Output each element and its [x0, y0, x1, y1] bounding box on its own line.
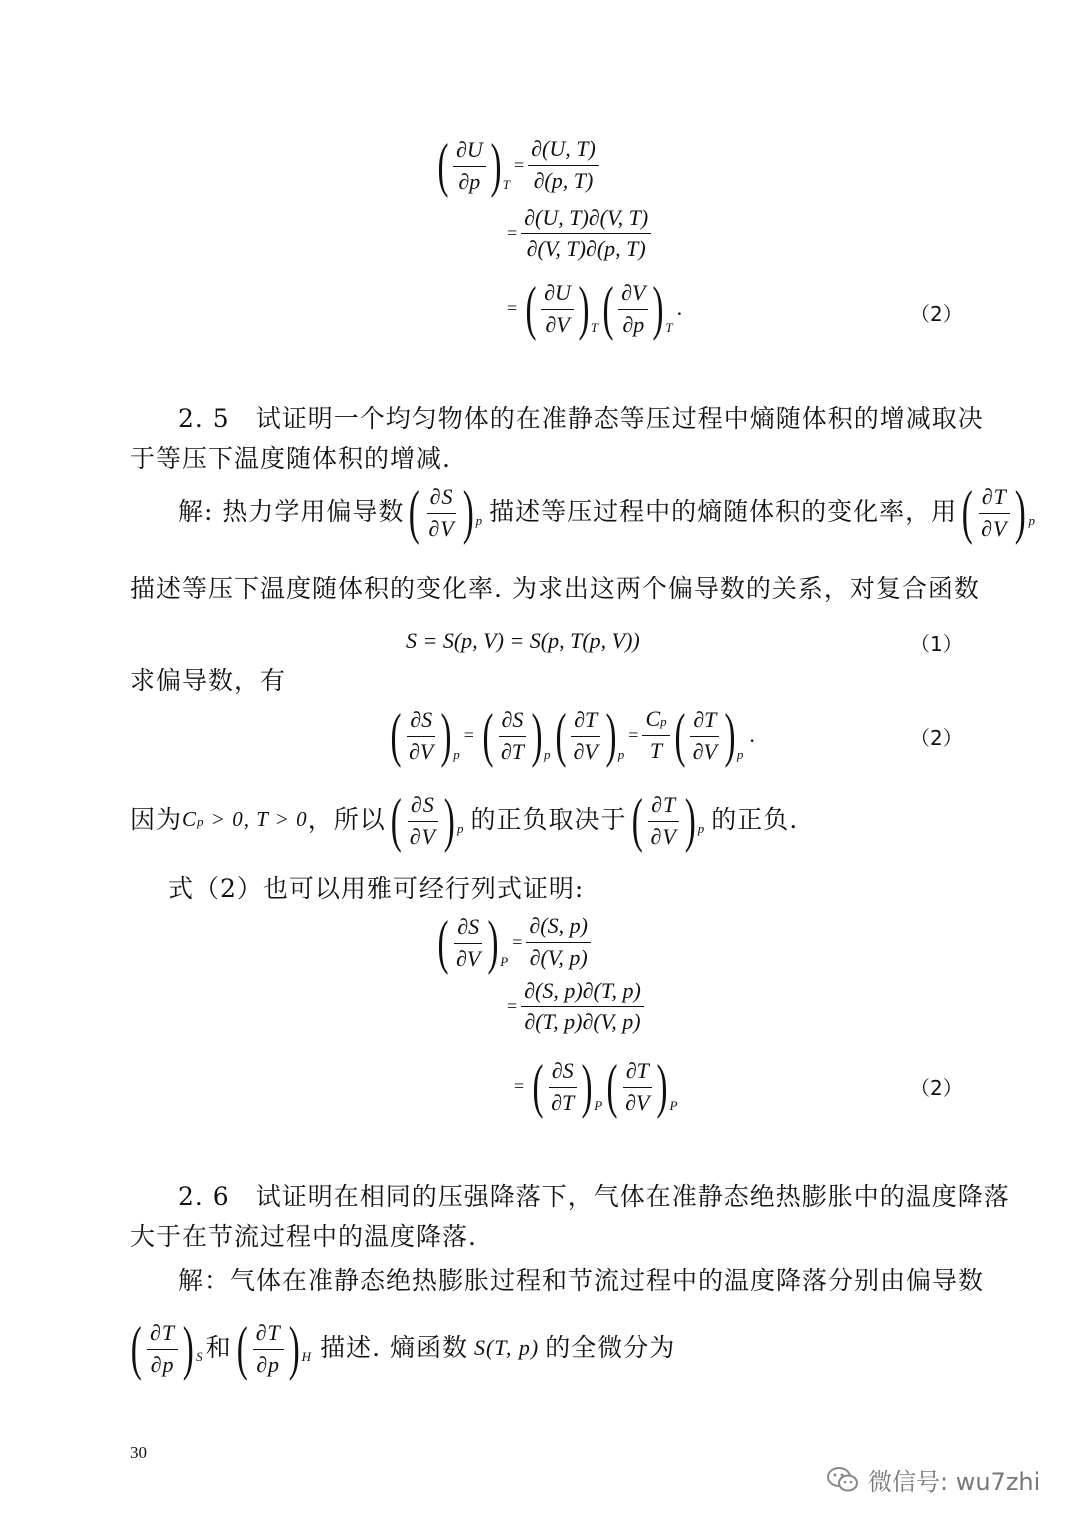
problem-statement: 2. 5 试证明一个均匀物体的在准静态等压过程中熵随体积的增减取决 [178, 404, 984, 433]
partial-derivative: ( $\frac{\partial V}{\partial p}$ ) T [602, 275, 673, 341]
solution-text: ，所以 [307, 805, 386, 834]
solution-text: 的正负. [711, 805, 799, 834]
numerator: ∂S [427, 484, 457, 513]
equation-row: = $\frac{\partial(U, T)\partial(V, T)}{\partial(V, T)\partial(p, T)}$ [503, 205, 651, 263]
numerator: ∂S [549, 1058, 577, 1087]
subscript: p [736, 747, 744, 762]
subscript: p [697, 821, 706, 836]
partial-derivative: ( $\frac{\partial T}{\partial V}$ ) p [555, 702, 625, 768]
subscript: T [665, 320, 673, 335]
partial-derivative: ( $\frac{\partial U}{\partial V}$ ) T [525, 275, 599, 341]
equation-row: = ( $\frac{\partial S}{\partial T}$ ) P ( $\frac{\partial T}{\partial V}$ ) P [514, 1053, 678, 1119]
numerator: ∂S [407, 707, 435, 736]
denominator: ∂p [458, 168, 481, 194]
equation-number: （2） [910, 302, 963, 326]
equation-row: ( $\frac{\partial S}{\partial V}$ ) p = ( $\frac{\partial S}{\partial T}$ ) p ( $\frac{\partial T}{\partial V}$ ) p = $\frac{Cp}{T}$ ( $\frac{\partial T}{\partial V}$ ) p . [386, 705, 755, 765]
numerator: ∂T [690, 707, 719, 736]
solution-line: 描述等压下温度随体积的变化率. 为求出这两个偏导数的关系，对复合函数 [130, 574, 980, 603]
numerator: ∂S [454, 914, 482, 943]
equation-number: （2） [910, 1076, 963, 1100]
equation-row: ( $\frac{\partial U}{\partial p}$ ) T = $\frac{\partial(U, T)}{\partial(p, T)}$ [433, 135, 599, 195]
subscript: P [669, 1098, 678, 1113]
solution-text: 和 [205, 1333, 232, 1362]
numerator: ∂T [979, 484, 1010, 513]
denominator: ∂(V, p) [529, 944, 588, 970]
solution-line: 求偏导数，有 [130, 666, 287, 695]
numerator: ∂V [618, 280, 648, 309]
partial-derivative: ( $\frac{\partial S}{\partial V}$ ) p [390, 702, 460, 768]
solution-text: 的正负取决于 [470, 805, 627, 834]
partial-derivative: ( $\frac{\partial T}{\partial p}$ ) H [236, 1315, 313, 1381]
denominator: ∂p [256, 1351, 281, 1377]
numerator: ∂(S, p)∂(T, p) [521, 978, 644, 1007]
partial-derivative: ( $\frac{\partial S}{\partial T}$ ) p [482, 702, 551, 768]
denominator: ∂(V, T)∂(p, T) [526, 236, 646, 262]
numerator: ∂T [648, 792, 679, 821]
subscript: p [456, 821, 465, 836]
period: . [749, 722, 755, 747]
denominator: ∂T [500, 738, 525, 764]
denominator: ∂V [981, 515, 1008, 541]
subscript: p [1028, 513, 1036, 528]
denominator: ∂V [692, 738, 717, 764]
numerator: ∂T [253, 1320, 284, 1349]
equation-row: = $\frac{\partial(S, p)\partial(T, p)}{\partial(T, p)\partial(V, p)}$ [503, 978, 644, 1036]
subscript: P [594, 1098, 603, 1113]
condition-rest: > 0, T > 0 [204, 806, 308, 831]
solution-line: 式（2）也可以用雅可经行列式证明: [168, 874, 585, 903]
subscript: P [500, 954, 509, 969]
equation: S = S(p, V) = S(p, T(p, V)) [406, 628, 640, 653]
solution-line [130, 787, 799, 853]
numerator: ∂U [453, 137, 486, 166]
denominator: ∂V [625, 1089, 650, 1115]
heat-capacity-fraction [642, 706, 669, 764]
watermark-text: 微信号: wu7zhi [868, 1468, 1041, 1496]
partial-derivative: ( $\frac{\partial S}{\partial V}$ ) P [437, 909, 509, 975]
solution-text: 描述. 熵函数 [320, 1333, 468, 1362]
cp-symbol: C [182, 806, 198, 831]
subscript: T [502, 177, 510, 192]
denominator: T [649, 737, 663, 763]
denominator: ∂T [551, 1089, 575, 1115]
problem-statement: 大于在节流过程中的温度降落. [130, 1222, 477, 1251]
cp-subscript: p [197, 813, 205, 829]
numerator: ∂U [541, 280, 574, 309]
numerator: ∂S [408, 792, 438, 821]
solution-text: 描述等压过程中的熵随体积的变化率，用 [489, 497, 958, 526]
numerator: ∂(U, T) [528, 136, 599, 165]
solution-line [178, 479, 1036, 545]
numerator: ∂T [147, 1320, 178, 1349]
equation-row: ( $\frac{\partial S}{\partial V}$ ) P = $\frac{\partial(S, p)}{\partial(V, p)}$ [433, 912, 591, 972]
subscript: p [453, 747, 460, 762]
subscript: T [590, 320, 599, 335]
equation-number: （2） [910, 726, 963, 750]
partial-derivative: ( $\frac{\partial T}{\partial V}$ ) P [606, 1053, 678, 1119]
condition [182, 800, 308, 841]
denominator: ∂(T, p)∂(V, p) [524, 1009, 641, 1035]
equation-row: = ( $\frac{\partial U}{\partial V}$ ) T ( $\frac{\partial V}{\partial p}$ ) T . [507, 275, 683, 341]
problem-statement: 于等压下温度随体积的增减. [130, 444, 451, 473]
solution-text: 因为 [130, 805, 183, 834]
entropy-function: S(T, p) [473, 1335, 540, 1360]
page-number: 30 [130, 1443, 147, 1462]
denominator: ∂(p, T) [533, 167, 594, 193]
subscript: p [544, 747, 551, 762]
cp-symbol: C [645, 706, 661, 732]
solution-line: 解：气体在准静态绝热膨胀过程和节流过程中的温度降落分别由偏导数 [178, 1266, 985, 1295]
numerator: ∂T [623, 1058, 652, 1087]
denominator: ∂V [408, 738, 434, 764]
subscript: p [475, 513, 484, 528]
subscript: H [301, 1349, 313, 1364]
numerator: ∂(U, T)∂(V, T) [521, 205, 651, 234]
numerator: ∂T [571, 707, 600, 736]
subscript: p [617, 747, 625, 762]
partial-derivative: ( $\frac{\partial S}{\partial V}$ ) p [409, 479, 484, 545]
cp-subscript: p [660, 714, 667, 730]
denominator: ∂V [545, 311, 570, 337]
denominator: ∂V [650, 823, 677, 849]
period: . [676, 295, 683, 320]
subscript: S [196, 1349, 204, 1364]
partial-derivative: ( $\frac{\partial T}{\partial V}$ ) p [631, 787, 706, 853]
numerator: ∂S [499, 707, 527, 736]
denominator: ∂p [622, 311, 645, 337]
partial-derivative: ( $\frac{\partial S}{\partial V}$ ) p [390, 787, 465, 853]
partial-derivative: ( $\frac{\partial U}{\partial p}$ ) T [437, 132, 510, 198]
denominator: ∂p [150, 1351, 175, 1377]
solution-line [126, 1315, 676, 1381]
problem-statement: 2. 6 试证明在相同的压强降落下，气体在准静态绝热膨胀中的温度降落 [178, 1182, 1010, 1211]
partial-derivative: ( $\frac{\partial S}{\partial T}$ ) P [532, 1053, 603, 1119]
partial-derivative: ( $\frac{\partial T}{\partial V}$ ) p [674, 702, 744, 768]
watermark [826, 1462, 1040, 1497]
numerator: ∂(S, p) [526, 913, 591, 942]
denominator: ∂V [573, 738, 598, 764]
denominator: ∂V [428, 515, 455, 541]
partial-derivative: ( $\frac{\partial T}{\partial p}$ ) S [130, 1315, 204, 1381]
partial-derivative: ( $\frac{\partial T}{\partial V}$ ) p [961, 479, 1036, 545]
equation-number: （1） [910, 632, 963, 656]
denominator: ∂V [409, 823, 436, 849]
wechat-icon [826, 1465, 860, 1495]
denominator: ∂V [455, 945, 481, 971]
solution-text: 解: 热力学用偏导数 [178, 497, 405, 526]
solution-text: 的全微分为 [545, 1333, 676, 1362]
